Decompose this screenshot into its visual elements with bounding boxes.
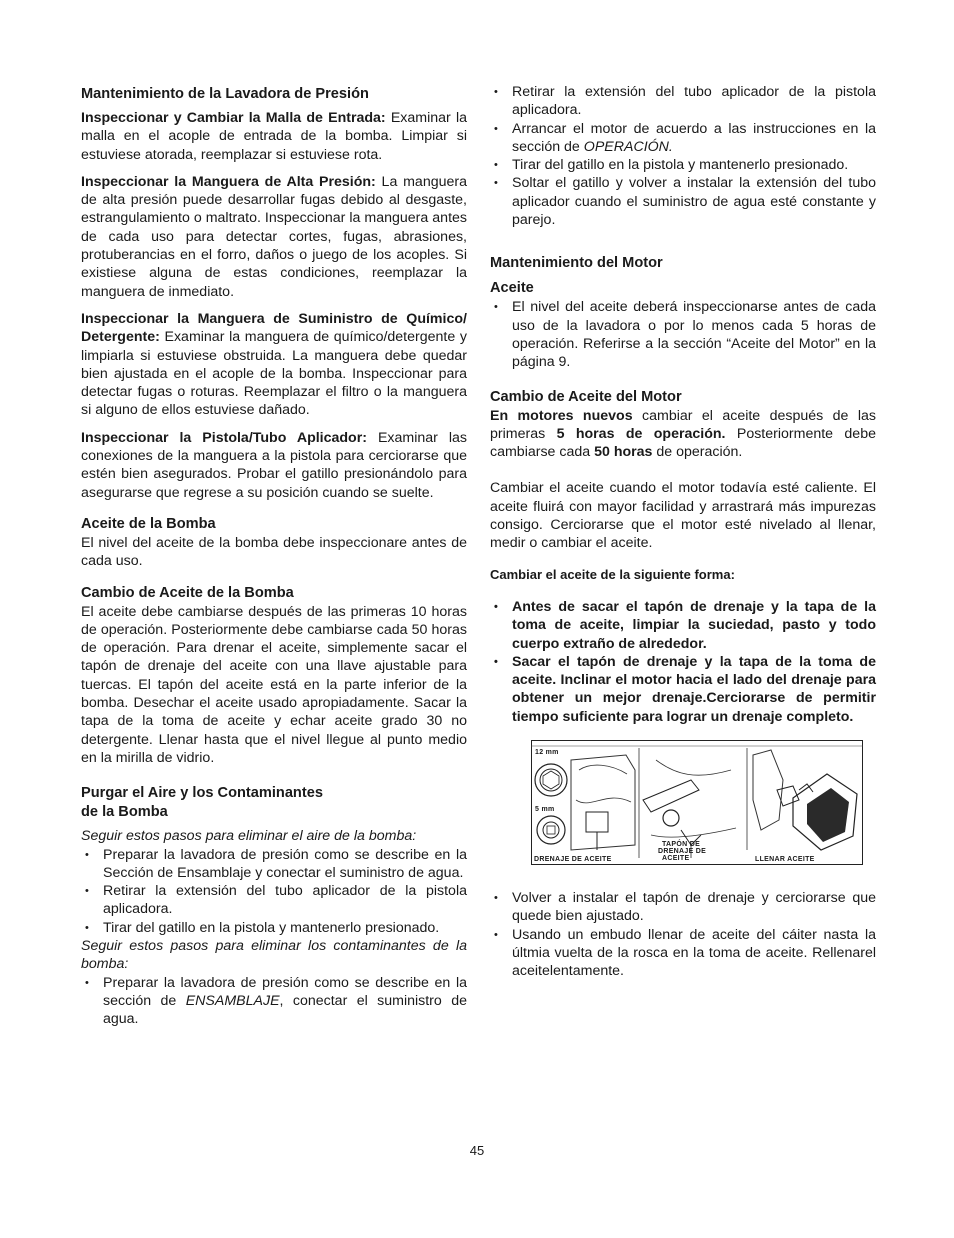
label-llenar-aceite: LLENAR ACEITE	[755, 856, 815, 864]
label-tapon-de: TAPÓN DE	[662, 841, 701, 849]
intro-eliminar-contaminantes: Seguir estos pasos para eliminar los contaminantes de la bomba:	[81, 937, 467, 973]
list-pasos-finales	[490, 889, 876, 980]
list-item: • Tirar del gatillo en la pistola y mantenerlo presionado.	[490, 156, 876, 174]
paragraph-motor-caliente: Cambiar el aceite cuando el motor todavía esté caliente. El aceite fluirá con mayor facilidad y arrastrará más impurezas consigo. Cerciorarse que el motor esté nivelado al llenar, medir o cambiar el aceite.	[490, 480, 876, 552]
page-number: 45	[469, 1143, 485, 1158]
right-column	[490, 83, 876, 981]
list-item: • Retirar la extensión del tubo aplicador de la pistola aplicadora.	[490, 83, 876, 120]
heading-aceite-bomba: Aceite de la Bomba	[81, 515, 216, 532]
list-item: • Sacar el tapón de drenaje y la tapa de la toma de aceite. Inclinar el motor hacia el lado del drenaje para obtener un mejor drenaje.Cerciorarse de permitir tiempo suficiente para lograr un drenaje completo.	[490, 653, 876, 726]
label-pistola: Inspeccionar la Pistola/Tubo Aplicador:	[81, 429, 367, 446]
intro-eliminar-aire: Seguir estos pasos para eliminar el aire de la bomba:	[81, 828, 417, 845]
list-eliminar-aire	[81, 846, 467, 937]
list-eliminar-contaminantes	[81, 974, 467, 1029]
list-item: • Usando un embudo llenar de aceite del cáiter nasta la últmia vuelta de la rosca en la toma de aceite. Rellenarel aceitelentamente.	[490, 926, 876, 981]
paragraph-cambio-aceite-bomba: El aceite debe cambiarse después de las primeras 10 horas de operación. Posteriormente debe cambiarse cada 50 horas de operación. Para drenar el aceite, simplemente sacar el tapón de drenaje del aceite con una llave ajustable para tuercas. El tapón del aceite está en la parte inferior de la bomba. Desechar el aceite usado apropiadamente. Sacar la tapa de la toma de aceite y echar aceite grado 30 no detergente. Llenar hasta que el nivel llegue al punto medio en la mirilla de vidrio.	[81, 603, 467, 766]
list-pasos-cambio-aceite	[490, 598, 876, 726]
paragraph-manguera-quimico: Inspeccionar la Manguera de Suministro de Químico/ Detergente: Examinar la manguera de químico/detergente y limpiarla si estuviese obstruida. La manguera debe quedar bien ajustada en el acople de la bomba. Inspeccionar para detectar fugas o roturas. Reemplazar el filtro o la manguera si alguno de ellos estuviese dañado.	[81, 310, 467, 419]
paragraph-motores-nuevos: En motores nuevos cambiar el aceite después de las primeras 5 horas de operación. Posteriormente debe cambiarse cada 50 horas de operación.	[490, 407, 876, 461]
paragraph-manguera-alta-presion: Inspeccionar la Manguera de Alta Presión: La manguera de alta presión puede desarrollar fugas debido al desgaste, estrangulamiento o maltrato. Inspeccionar la manguera antes de cada uso para detectar cortes, fugas, abrasiones, protuberancias en el forro, daños o juego de los acoples. Si existiese alguna de estas condiciones, reemplazar la manguera de inmediato.	[81, 173, 467, 300]
list-item: • El nivel del aceite deberá inspeccionarse antes de cada uso de la lavadora o por lo menos cada 5 horas de operación. Referirse a la sección “Aceite del Motor” en la página 9.	[490, 298, 876, 371]
paragraph-aceite-bomba: El nivel del aceite de la bomba debe inspeccionare antes de cada uso.	[81, 534, 467, 570]
left-column	[81, 84, 467, 1028]
label-5mm: 5 mm	[535, 806, 555, 814]
list-item: • Volver a instalar el tapón de drenaje y cerciorarse que quede bien ajustado.	[490, 889, 876, 926]
section-title-mantenimiento-motor: Mantenimiento del Motor	[490, 255, 663, 272]
heading-purgar-aire: Purgar el Aire y los Contaminantes de la Bomba	[81, 785, 323, 821]
label-drenaje-de: DRENAJE DE	[658, 848, 707, 856]
paragraph-siguiente-forma: Cambiar el aceite de la siguiente forma:	[490, 566, 735, 582]
heading-aceite-motor: Aceite	[490, 280, 534, 297]
heading-cambio-aceite-bomba: Cambio de Aceite de la Bomba	[81, 584, 294, 601]
list-item: • Preparar la lavadora de presión como se describe en la Sección de Ensamblaje y conectar el suministro de agua.	[81, 846, 467, 883]
list-item: • Tirar del gatillo en la pistola y mantenerlo presionado.	[81, 919, 467, 937]
label-aceite: ACEITE	[662, 855, 690, 863]
paragraph-malla-entrada: Inspeccionar y Cambiar la Malla de Entrada: Examinar la malla en el acople de entrada de la bomba. Limpiar si estuviese atorada, reemplazar si estuviese rota.	[81, 110, 467, 163]
section-title-mantenimiento-lavadora: Mantenimiento de la Lavadora de Presión	[81, 86, 369, 102]
list-item: • Antes de sacar el tapón de drenaje y la tapa de la toma de aceite, limpiar la suciedad, pasto y todo cuerpo extraño de alrededor.	[490, 598, 876, 653]
label-manguera-alta-presion: Inspeccionar la Manguera de Alta Presión:	[81, 173, 376, 190]
list-item: • Soltar el gatillo y volver a instalar la extensión del tubo aplicador cuando el suministro de agua esté constante y parejo.	[490, 174, 876, 229]
label-malla-entrada: Inspeccionar y Cambiar la Malla de Entrada:	[81, 110, 386, 126]
list-item: • Arrancar el motor de acuerdo a las instrucciones en la sección de OPERACIÓN.	[490, 120, 876, 157]
list-aceite-motor	[490, 298, 876, 371]
paragraph-pistola: Inspeccionar la Pistola/Tubo Aplicador: Examinar las conexiones de la manguera a la pistola para cerciorarse que estén bien asegurados. Probar el gatillo presionándolo para asegurarse que regrese a su posición cuando se suelte.	[81, 429, 467, 501]
label-12mm: 12 mm	[535, 749, 559, 757]
oil-change-illustration	[531, 740, 863, 865]
heading-cambio-aceite-motor: Cambio de Aceite del Motor	[490, 388, 682, 405]
list-item: • Preparar la lavadora de presión como se describe en la sección de ENSAMBLAJE, conectar el suministro de agua.	[81, 974, 467, 1029]
list-continuacion-purgar	[490, 83, 876, 229]
list-item: • Retirar la extensión del tubo aplicador de la pistola aplicadora.	[81, 882, 467, 919]
label-manguera-quimico: Inspeccionar la Manguera de Suministro de Químico/ Detergente:	[81, 310, 467, 346]
label-drenaje-de-aceite: DRENAJE DE ACEITE	[534, 856, 612, 864]
